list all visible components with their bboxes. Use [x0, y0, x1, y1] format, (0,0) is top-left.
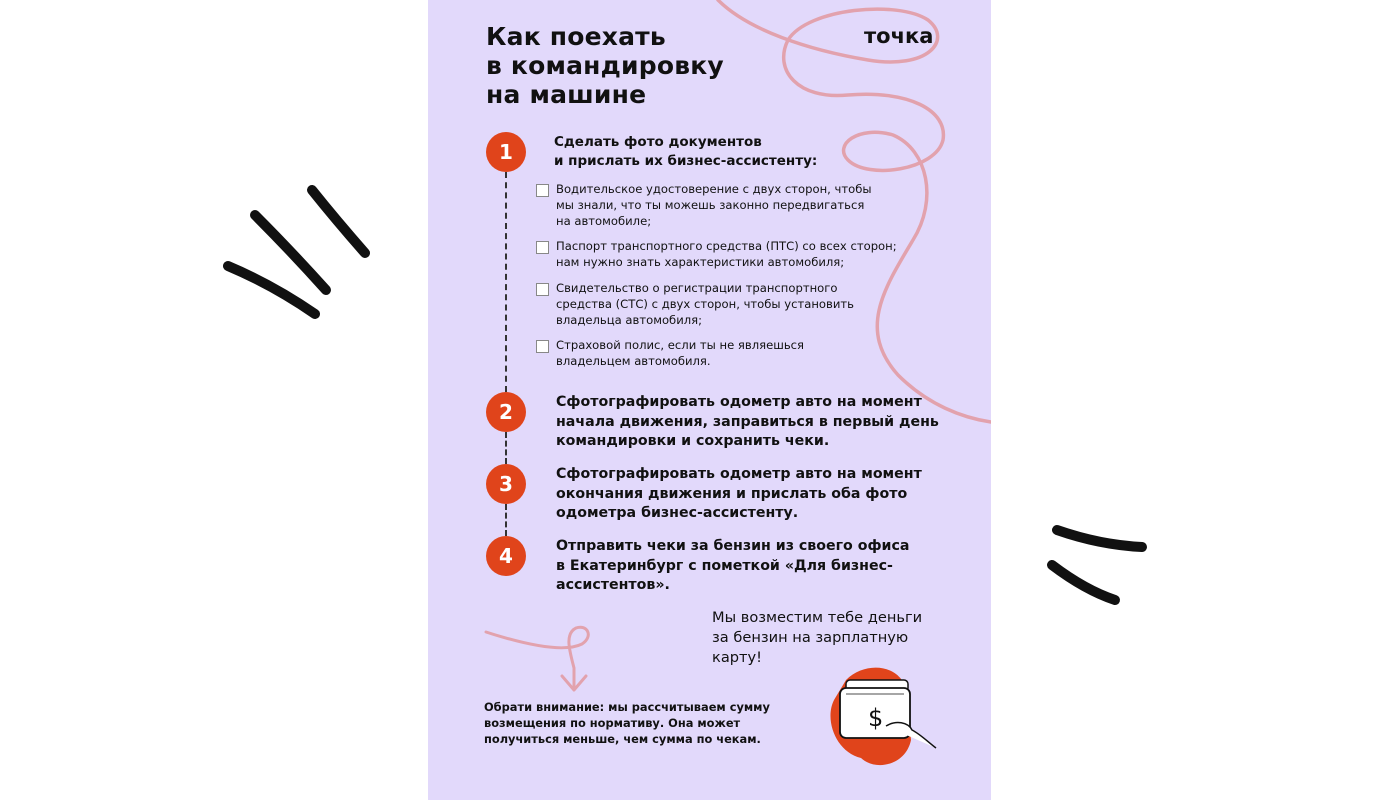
instruction-card: [428, 0, 991, 800]
checklist-text: Паспорт транспортного средства (ПТС) со всех сторон; нам нужно знать характеристики автомобиля;: [556, 239, 897, 269]
timeline-line: [505, 432, 507, 464]
step-text: Сделать фото документов и прислать их бизнес-ассистенту:: [554, 134, 818, 169]
arrow-down-icon: [482, 622, 602, 697]
brand-logo: точка: [864, 24, 934, 48]
wallet-symbol: $: [868, 704, 884, 732]
checkbox-icon[interactable]: [536, 241, 549, 254]
timeline-line: [505, 172, 507, 392]
step-text: Сфотографировать одометр авто на момент окончания движения и прислать оба фото одометра бизнес-ассистенту.: [556, 466, 922, 521]
wallet-icon: [816, 660, 946, 775]
step-text: Сфотографировать одометр авто на момент начала движения, заправиться в первый день командировки и сохранить чеки.: [556, 394, 939, 449]
checklist-text: Свидетельство о регистрации транспортного средства (СТС) с двух сторон, чтобы установить владельца автомобиля;: [556, 281, 854, 327]
step-number: 3: [486, 464, 526, 504]
checklist-item[interactable]: [536, 337, 804, 369]
notice-text: Обрати внимание: мы рассчитываем сумму возмещения по нормативу. Она может получиться меньше, чем сумма по чекам.: [484, 700, 770, 746]
checklist-item[interactable]: [536, 238, 897, 270]
step-number: 4: [486, 536, 526, 576]
timeline-line: [505, 504, 507, 536]
checklist-item[interactable]: [536, 181, 872, 229]
reimbursement-text: Мы возместим тебе деньги за бензин на зарплатную карту!: [712, 609, 923, 666]
left-strokes-icon: [218, 180, 378, 330]
checklist-item[interactable]: [536, 280, 854, 328]
checkbox-icon[interactable]: [536, 184, 549, 197]
checklist-text: Страховой полис, если ты не являешься владельцем автомобиля.: [556, 338, 805, 368]
step-number: 1: [486, 132, 526, 172]
checkbox-icon[interactable]: [536, 283, 549, 296]
step-number: 2: [486, 392, 526, 432]
step-text: Отправить чеки за бензин из своего офиса в Екатеринбург с пометкой «Для бизнес- ассистентов».: [556, 538, 910, 593]
checkbox-icon[interactable]: [536, 340, 549, 353]
right-strokes-icon: [1040, 515, 1160, 615]
page-title: Как поехать в командировку на машине: [486, 22, 724, 109]
checklist-text: Водительское удостоверение с двух сторон, чтобы мы знали, что ты можешь законно передвигаться на автомобиле;: [556, 182, 872, 228]
